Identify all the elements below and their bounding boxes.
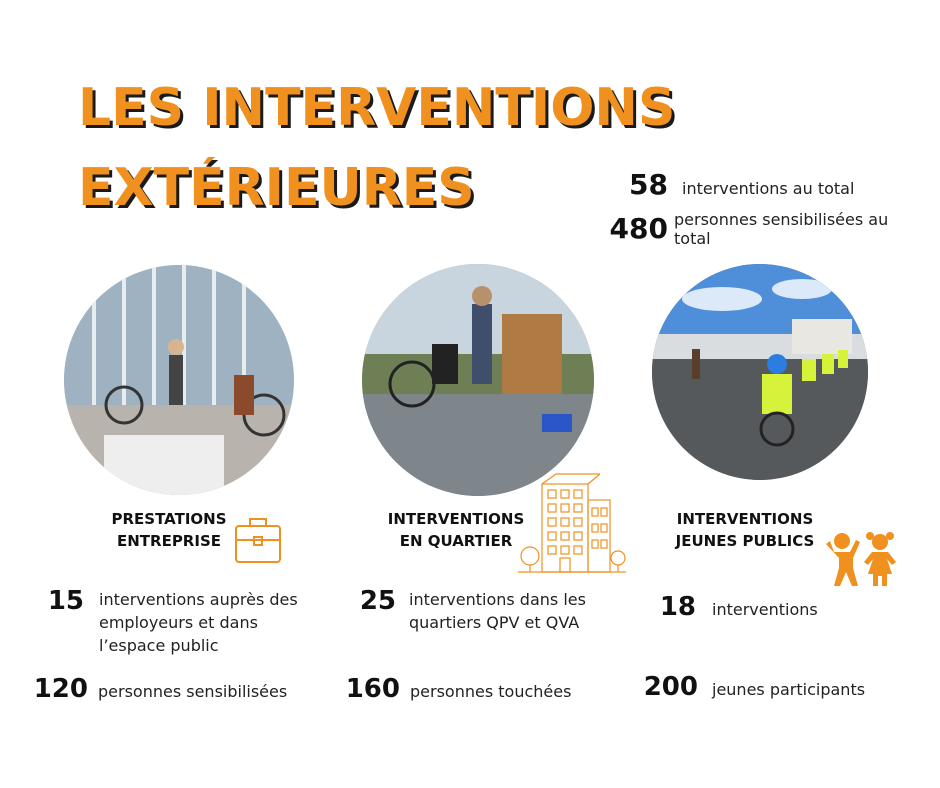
section2-heading-line2: EN QUARTIER (399, 532, 513, 550)
page-title-line1: LES INTERVENTIONS (78, 78, 676, 138)
section3-stat2-number: 200 (643, 672, 698, 702)
section3-stat1-number: 18 (659, 592, 696, 622)
section3-stat1-label: interventions (712, 600, 818, 619)
section3-heading (666, 508, 824, 552)
photo-young-audiences (652, 264, 868, 480)
section2-heading-line1: INTERVENTIONS (387, 510, 525, 528)
section2-stat1-label: interventions dans les quartiers QPV et QVA (409, 590, 586, 632)
section1-heading-line1: PRESTATIONS (111, 510, 227, 528)
section1-stat2-number: 120 (33, 674, 88, 704)
section2-heading (380, 508, 532, 552)
total-people (604, 210, 894, 248)
section1-stat1 (40, 588, 321, 657)
section3-stat2-label: jeunes participants (712, 680, 866, 699)
section1-stat2 (30, 674, 287, 704)
photo-neighbourhood-repair (362, 264, 594, 496)
section1-stat1-number: 15 (47, 586, 84, 616)
section1-stat2-label: personnes sensibilisées (98, 682, 288, 701)
building-icon (516, 470, 628, 580)
section3-stat2 (634, 672, 865, 702)
page-title-line2: EXTÉRIEURES (78, 158, 475, 218)
section1-stat1-label: interventions auprès des employeurs et dans l’espace public (99, 590, 298, 655)
section3-heading-line2: JEUNES PUBLICS (675, 532, 815, 550)
total-interventions-number: 58 (629, 168, 668, 201)
total-people-number: 480 (609, 212, 668, 245)
section2-stat1-number: 25 (359, 586, 396, 616)
briefcase-icon (234, 514, 282, 570)
section1-heading-line2: ENTREPRISE (116, 532, 221, 550)
children-icon (820, 532, 904, 592)
section3-heading-line1: INTERVENTIONS (676, 510, 814, 528)
section2-stat1 (350, 588, 619, 634)
section2-stat2-label: personnes touchées (410, 682, 572, 701)
section2-stat2-number: 160 (345, 674, 400, 704)
section2-stat2 (342, 674, 571, 704)
total-interventions (600, 168, 854, 201)
section3-stat1 (650, 592, 818, 622)
total-people-label: personnes sensibilisées au total (674, 210, 889, 248)
section1-heading (104, 508, 234, 552)
photo-company-bike-repair (64, 265, 294, 495)
total-interventions-label: interventions au total (682, 179, 855, 198)
